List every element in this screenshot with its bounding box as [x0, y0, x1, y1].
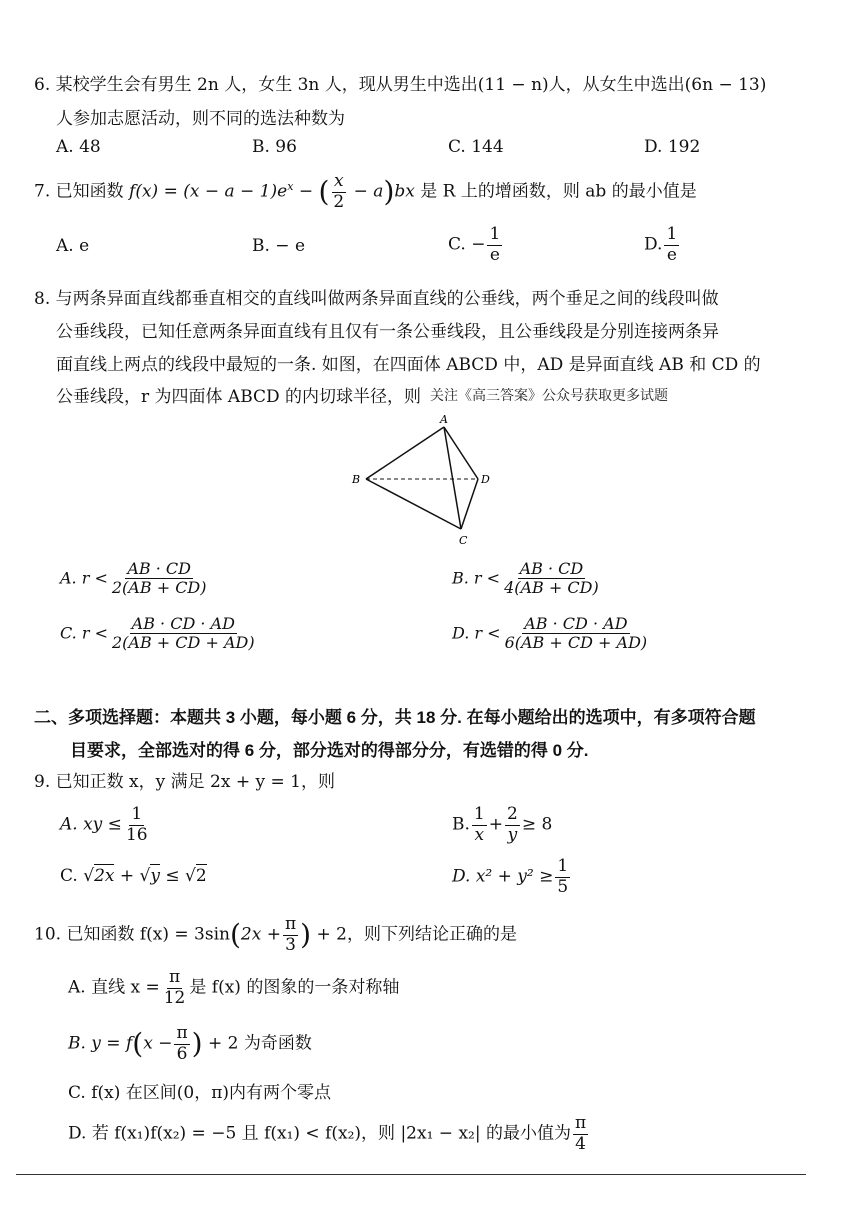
q9-option-d — [452, 857, 572, 897]
section2-heading-line1: 二、多项选择题：本题共 3 小题，每小题 6 分，共 18 分. 在每小题给出的选项中，有多项符合题 — [34, 708, 756, 727]
q10-rparen: ) — [300, 918, 312, 952]
q9-opt-c-r1: 2x — [94, 866, 115, 886]
q7-opt-d-den: e — [666, 244, 677, 265]
q8-opt-a-den: 2(AB + CD) — [111, 578, 207, 598]
q10-stem — [34, 915, 517, 955]
edge-cd — [461, 479, 478, 529]
q8-opt-d-frac — [503, 615, 650, 653]
q9-opt-b-den2: y — [507, 824, 518, 845]
q9-opt-b-frac2 — [505, 805, 520, 845]
q9-stem: 9. 已知正数 x，y 满足 2x + y = 1，则 — [34, 772, 335, 792]
q7-frac-den: 2 — [333, 191, 345, 212]
q9-opt-b-post: ≥ 8 — [521, 814, 553, 835]
q9-opt-b-plus: + — [488, 814, 503, 835]
edge-ab — [366, 427, 444, 479]
q9-option-a — [60, 805, 152, 845]
label-b: B — [352, 473, 361, 486]
q7-sup-x: x — [287, 179, 294, 193]
q7-opt-c-frac — [487, 225, 502, 265]
q6-option-a: A. 48 — [56, 137, 101, 157]
q9-opt-b-num2: 2 — [506, 804, 518, 824]
q6-option-d: D. 192 — [644, 137, 701, 157]
q8-opt-c-num: AB · CD · AD — [131, 614, 235, 633]
q10-arg-den: 3 — [285, 934, 296, 955]
q9-opt-d-den: 5 — [557, 876, 569, 897]
q9-opt-c-plus: + — [114, 866, 140, 886]
q7-option-b: B. − e — [252, 236, 306, 256]
q9-opt-a-prefix: A. xy ≤ — [60, 814, 122, 835]
q8-opt-b-frac — [502, 560, 601, 598]
q10-option-d — [68, 1114, 590, 1154]
q8-option-b — [452, 560, 603, 598]
q9-opt-a-frac — [124, 805, 150, 845]
q10-lparen: ( — [229, 918, 241, 952]
q9-opt-b-prefix: B. — [452, 814, 470, 835]
q7-lparen: ( — [318, 175, 330, 209]
q8-opt-a-frac — [110, 560, 209, 598]
q7-opt-d-num: 1 — [666, 224, 678, 244]
q7-stem — [34, 172, 697, 212]
q7-opt-d-prefix: D. — [644, 234, 663, 255]
label-d: D — [481, 473, 490, 486]
q10-arg-frac — [283, 915, 298, 955]
q8-opt-c-frac — [110, 615, 257, 653]
q10-opt-b-rparen: ) — [191, 1027, 203, 1061]
q10-opt-b-arg: x − — [143, 1033, 173, 1054]
q7-bx: bx — [394, 181, 415, 202]
q9-opt-a-num: 1 — [131, 804, 143, 824]
q7-func-head: f(x) = (x − a − 1)e — [129, 181, 288, 202]
q10-post: + 2，则下列结论正确的是 — [311, 924, 517, 945]
watermark-text: 关注《高三答案》公众号获取更多试题 — [430, 388, 668, 404]
q8-opt-b-den: 4(AB + CD) — [504, 578, 599, 598]
q10-opt-a-frac — [162, 968, 188, 1008]
q10-arg-num: π — [284, 914, 297, 934]
footer-divider — [16, 1174, 806, 1175]
q10-opt-b-post: + 2 为奇函数 — [202, 1033, 312, 1054]
q10-opt-d-frac — [573, 1114, 588, 1154]
q8-line3: 面直线上两点的线段中最短的一条. 如图，在四面体 ABCD 中，AD 是异面直线 AB 和 CD 的 — [56, 355, 761, 375]
q10-opt-b-frac — [174, 1024, 189, 1064]
q10-option-b — [68, 1024, 312, 1064]
q10-option-c: C. f(x) 在区间(0，π)内有两个零点 — [68, 1083, 332, 1103]
q8-line2: 公垂线段，已知任意两条异面直线有且仅有一条公垂线段，且公垂线段是分别连接两条异 — [56, 322, 719, 342]
q8-option-d — [452, 615, 651, 653]
q10-pre: 10. 已知函数 f(x) = 3sin — [34, 924, 230, 945]
q7-pre: 7. 已知函数 — [34, 181, 124, 202]
q7-opt-d-frac — [664, 225, 679, 265]
q7-opt-c-den: e — [489, 244, 500, 265]
edge-bc — [366, 479, 461, 529]
q6-line2: 人参加志愿活动，则不同的选法种数为 — [56, 109, 345, 129]
q10-opt-a-den: 12 — [163, 987, 186, 1008]
q6-option-b: B. 96 — [252, 137, 297, 157]
q10-arg-pre: 2x + — [240, 924, 281, 945]
q8-opt-d-prefix: D. r < — [452, 623, 501, 643]
q9-opt-c-le: ≤ — [159, 866, 186, 886]
q7-option-d — [644, 225, 681, 265]
q10-opt-a-pre: A. 直线 x = — [68, 977, 160, 998]
q7-minus: − — [293, 181, 319, 202]
q8-opt-a-num: AB · CD — [127, 559, 191, 578]
q7-option-a: A. e — [56, 236, 90, 256]
q6-option-c: C. 144 — [448, 137, 504, 157]
edge-ac — [444, 427, 461, 529]
q8-opt-a-prefix: A. r < — [60, 568, 108, 588]
q6-line1: 6. 某校学生会有男生 2n 人，女生 3n 人，现从男生中选出(11 − n)人，从女生中选出(6n − 13) — [34, 75, 767, 95]
q9-opt-c-r2: y — [150, 866, 160, 886]
q10-opt-a-post: 是 f(x) 的图象的一条对称轴 — [189, 977, 400, 998]
q8-opt-b-prefix: B. r < — [452, 568, 501, 588]
q9-opt-d-num: 1 — [557, 856, 569, 876]
tetrahedron-figure — [340, 410, 500, 550]
q7-minus-a: − a — [348, 181, 384, 202]
q9-opt-d-prefix: D. x² + y² ≥ — [452, 866, 554, 887]
q7-rparen: ) — [383, 175, 395, 209]
q9-opt-c-r3: 2 — [195, 866, 207, 886]
q8-opt-b-num: AB · CD — [519, 559, 584, 578]
q10-opt-b-den: 6 — [176, 1043, 188, 1064]
q7-opt-c-prefix: C. − — [448, 234, 486, 255]
edge-ad — [444, 427, 478, 479]
q10-option-a — [68, 968, 399, 1008]
q10-opt-d-den: 4 — [575, 1133, 586, 1154]
q7-frac — [331, 172, 346, 212]
q10-opt-a-num: π — [168, 967, 181, 987]
q8-option-a — [60, 560, 211, 598]
q8-opt-c-prefix: C. r < — [60, 623, 108, 643]
q9-opt-b-num1: 1 — [473, 804, 485, 824]
q10-opt-d-num: π — [574, 1113, 587, 1133]
q9-opt-a-den: 16 — [125, 824, 148, 845]
q8-line4: 公垂线段，r 为四面体 ABCD 的内切球半径，则 — [56, 387, 422, 407]
q10-opt-d-pre: D. 若 f(x₁)f(x₂) = −5 且 f(x₁) < f(x₂)，则 |2x₁ − x₂| 的最小值为 — [68, 1123, 571, 1144]
q8-line1: 8. 与两条异面直线都垂直相交的直线叫做两条异面直线的公垂线，两个垂足之间的线段叫做 — [34, 289, 719, 309]
q8-option-c — [60, 615, 259, 653]
q9-opt-b-frac1 — [472, 805, 487, 845]
q8-opt-d-num: AB · CD · AD — [524, 614, 628, 633]
q10-opt-b-pre: B. y = f — [68, 1033, 133, 1054]
q9-opt-d-frac — [555, 857, 570, 897]
label-c: C — [459, 534, 468, 547]
label-a: A — [440, 413, 448, 426]
q7-post: 是 R 上的增函数，则 ab 的最小值是 — [414, 181, 697, 202]
q10-opt-b-lparen: ( — [132, 1027, 144, 1061]
q9-option-b — [452, 805, 552, 845]
q10-opt-b-num: π — [176, 1023, 188, 1043]
q9-opt-c-prefix: C. — [60, 866, 78, 886]
q7-option-c — [448, 225, 504, 265]
q8-opt-c-den: 2(AB + CD + AD) — [111, 633, 255, 653]
q8-opt-d-den: 6(AB + CD + AD) — [504, 633, 648, 653]
q9-opt-b-den1: x — [474, 824, 485, 845]
q7-opt-c-num: 1 — [489, 224, 501, 244]
q7-frac-num: x — [334, 171, 344, 191]
section2-heading-line2: 目要求，全部选对的得 6 分，部分选对的得部分分，有选错的得 0 分. — [70, 741, 589, 760]
q9-option-c: C. √2x + √y ≤ √2 — [60, 866, 207, 886]
